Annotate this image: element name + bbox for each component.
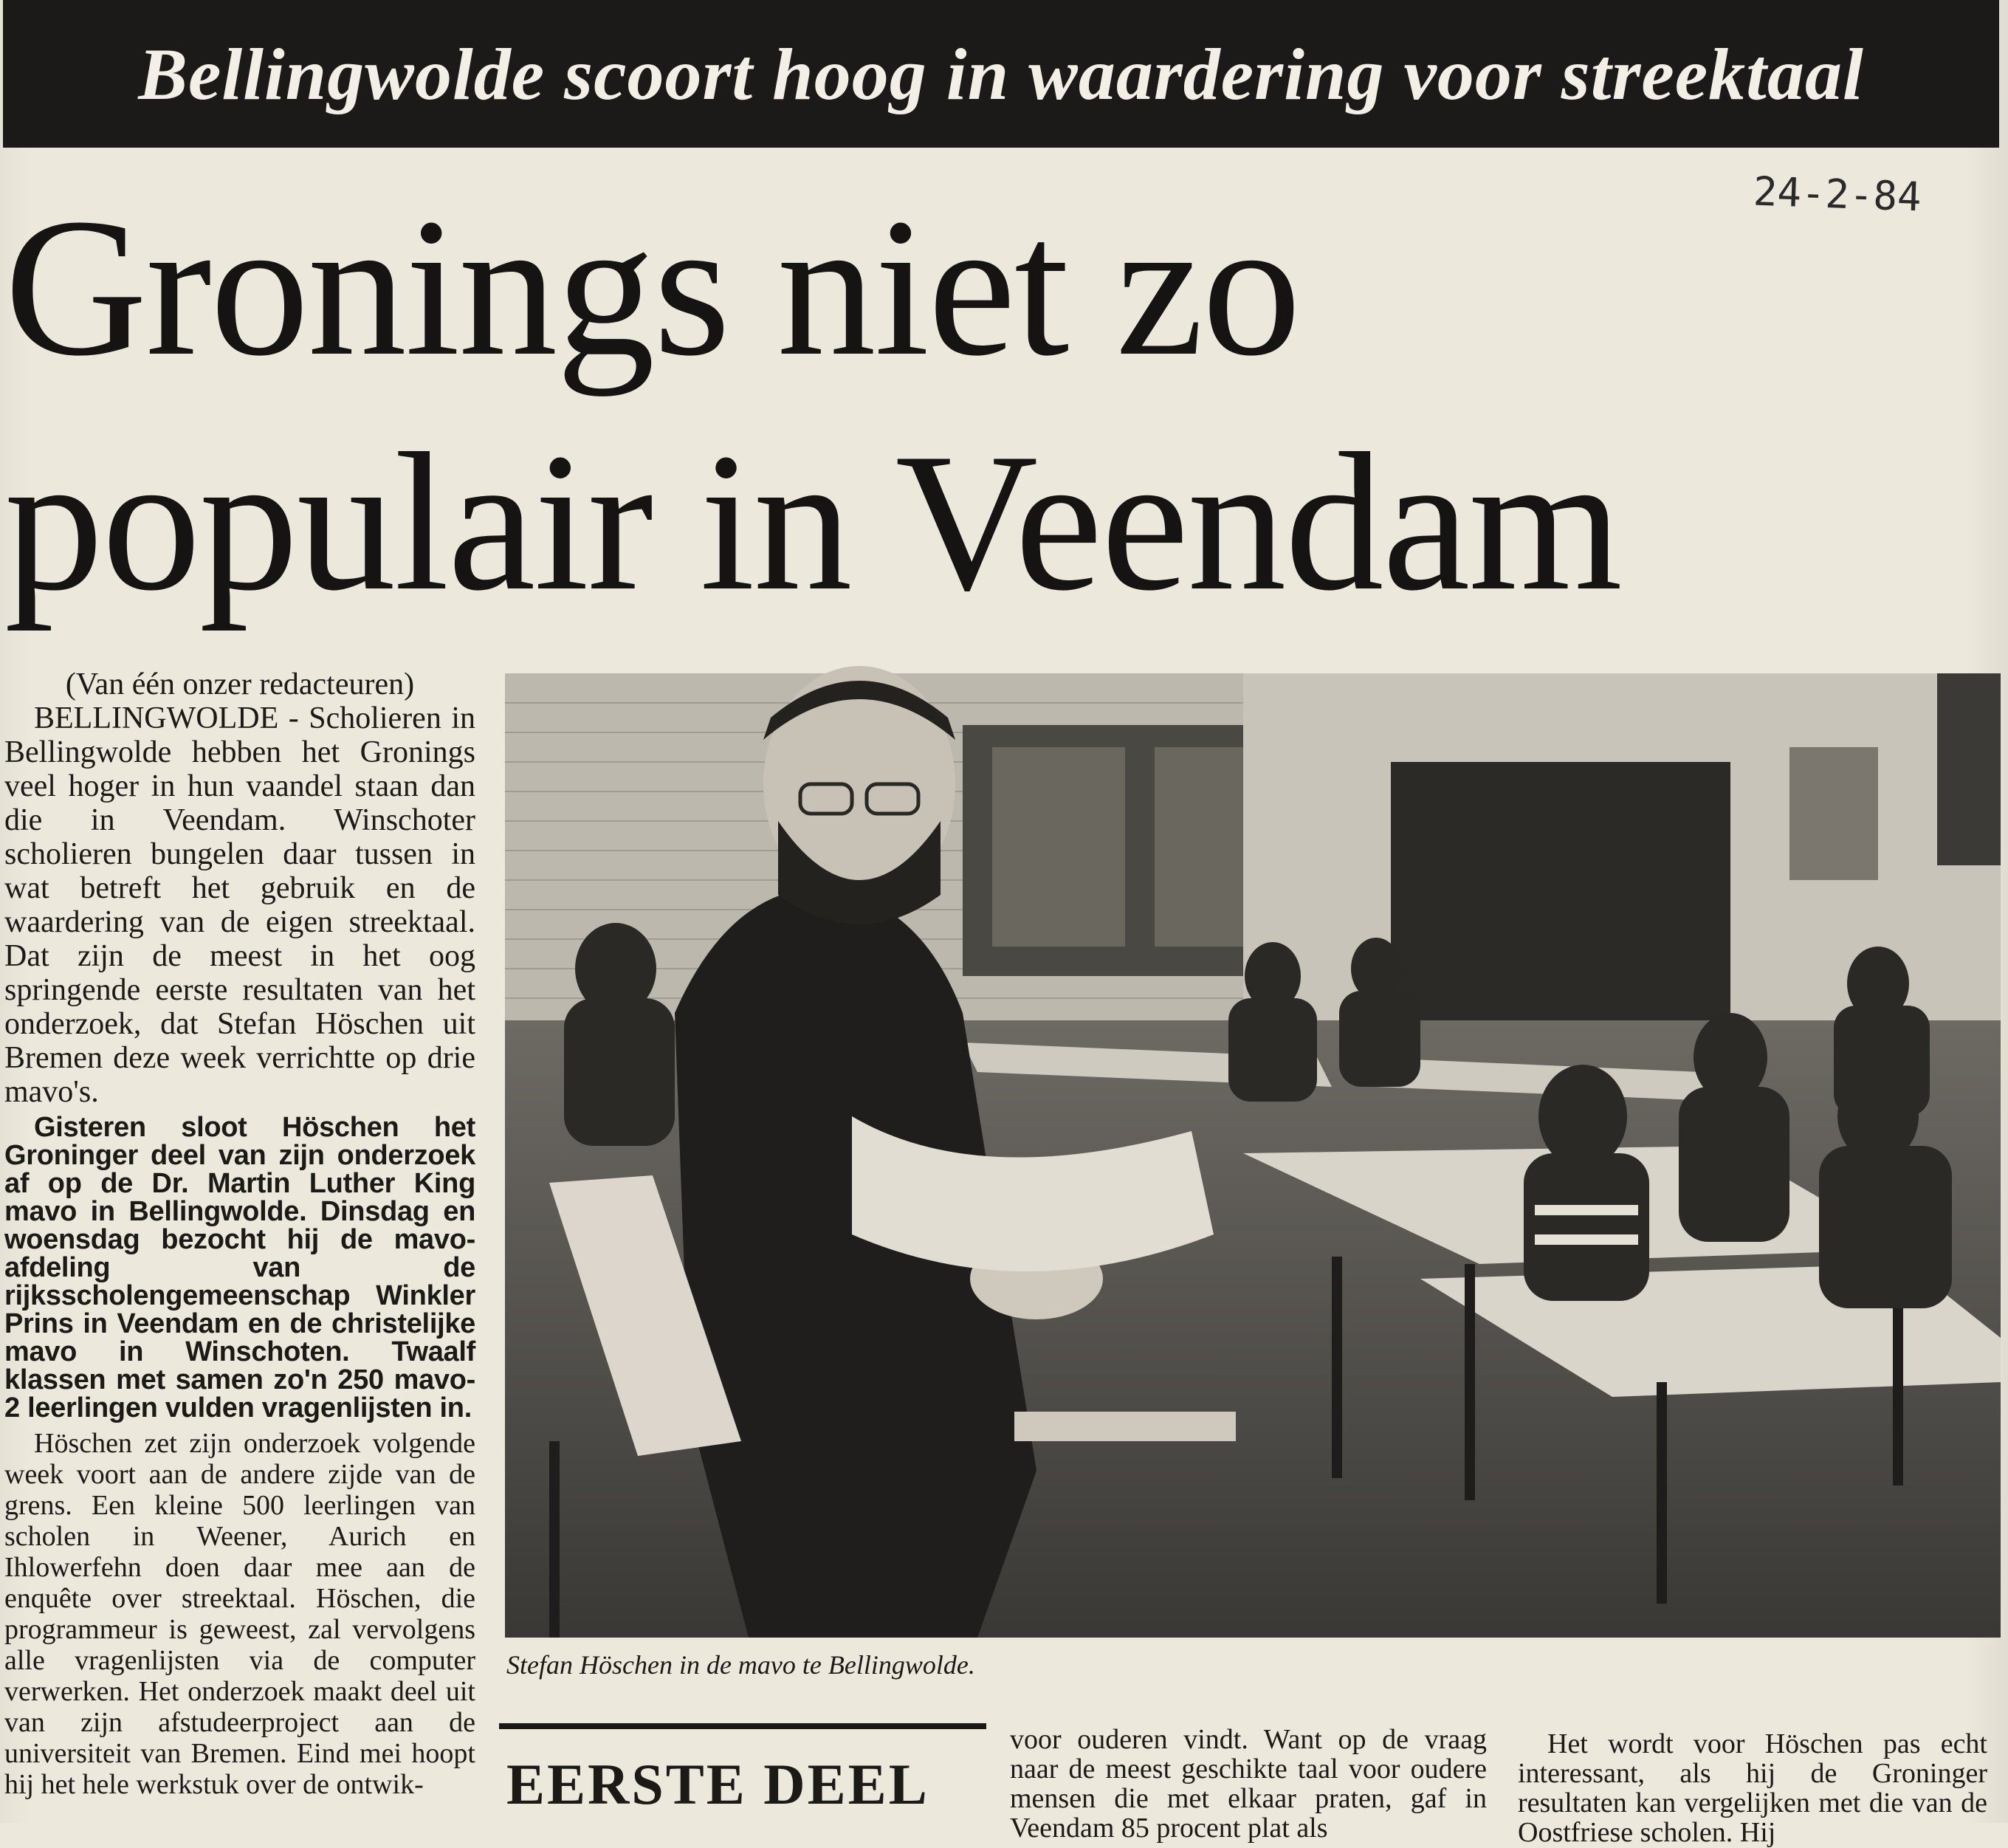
bold-paragraph: Gisteren sloot Höschen het Groninger deel van zijn onderzoek af op de Dr. Martin Luther King mavo in Bellingwolde. Dinsdag en woensdag bezocht hij de mavo-afdeling van de rijksscholengemeenschap Winkler Prins in Veendam en de christelijke mavo in Winschoten. Twaalf klassen met samen zo'n 250 mavo-2 leerlingen vulden vragenlijsten in.: [4, 1112, 475, 1423]
main-headline: [4, 170, 1820, 639]
handwritten-date: 24-2-84: [1752, 168, 1922, 221]
headline-line-2: populair in Veendam: [4, 412, 1621, 631]
classroom-photo-drawing: [505, 673, 2001, 1638]
article-column-1: [4, 667, 475, 1800]
banner-headline: [3, 0, 1999, 148]
byline: (Van één onzer redacteuren): [65, 667, 415, 701]
classroom-photo: [505, 673, 2001, 1638]
col4-paragraph: Het wordt voor Höschen pas echt interessant, als hij de Groninger resultaten kan vergelijken met die van de Oostfriese scholen. Hij: [1518, 1728, 1987, 1848]
photo-caption: Stefan Höschen in de mavo te Bellingwolde.: [506, 1650, 975, 1680]
body-paragraph: Höschen zet zijn onderzoek volgende week voort aan de andere zijde van de grens. Een kleine 500 leerlingen van scholen in Weener, Aurich en Ihlowerfehn doen daar mee aan de enquête over streektaal. Höschen, die programmeur is geweest, zal vervolgens alle vragenlijsten via de computer verwerken. Het onderzoek maakt deel uit van zijn afstudeerproject aan de universiteit van Bremen. Eind mei hoopt hij het hele werkstuk over de ontwik-: [4, 1428, 475, 1800]
headline-line-1: Gronings niet zo: [4, 177, 1300, 396]
col3-paragraph: voor ouderen vindt. Want op de vraag naar de meest geschikte taal voor oudere mensen die met elkaar praten, gaf in Veendam 85 procent plat als: [1010, 1724, 1487, 1844]
intro-paragraph: BELLINGWOLDE - Scholieren in Bellingwolde hebben het Gronings veel hoger in hun vaandel staan dan die in Veendam. Winschoter scholieren bungelen daar tussen in wat betreft het gebruik en de waardering van de eigen streektaal. Dat zijn de meest in het oog springende eerste resultaten van het onderzoek, dat Stefan Höschen uit Bremen deze week verrichtte op drie mavo's.: [4, 701, 475, 1109]
article-column-4: [1518, 1728, 1987, 1848]
section-rule: [499, 1723, 986, 1729]
article-column-3: [1010, 1724, 1487, 1844]
section-heading: EERSTE DEEL: [506, 1752, 929, 1816]
banner-title: Bellingwolde scoort hoog in waardering voor streektaal: [138, 32, 1864, 115]
